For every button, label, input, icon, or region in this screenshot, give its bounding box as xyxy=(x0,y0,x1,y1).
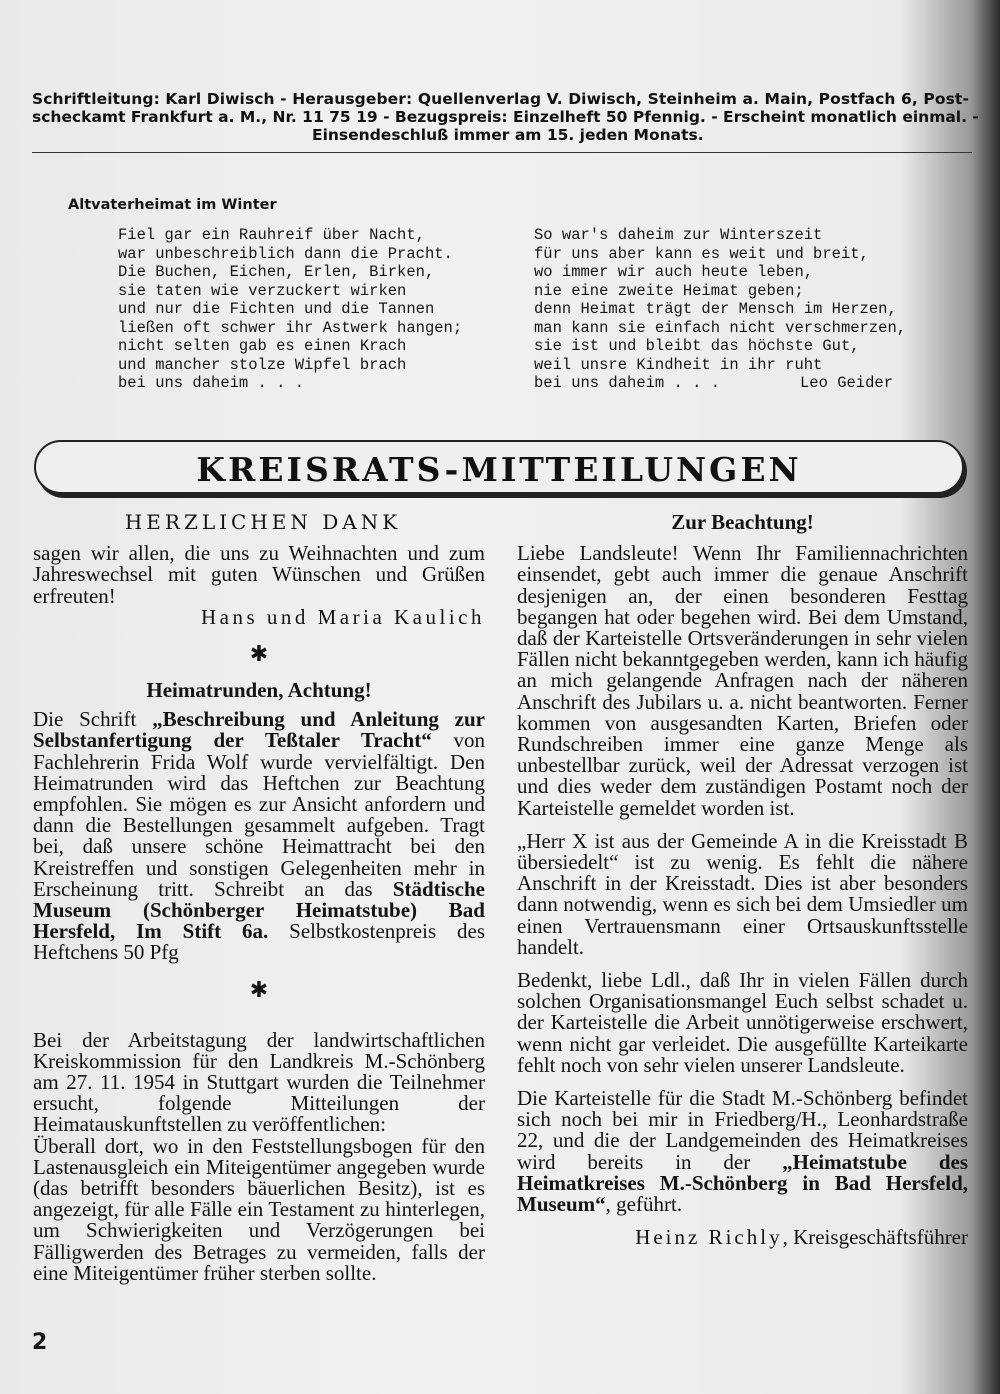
masthead-line-2: scheckamt Frankfurt a. M., Nr. 11 75 19 - Bezugspreis: Einzelheft 50 Pfennig. - Erscheint monatlich einmal. - xyxy=(32,108,979,126)
beachtung-paragraph-2: „Herr X ist aus der Gemeinde A in die Kreisstadt B übersiedelt“ ist zu wenig. Es fehlt die nähere Anschrift in der Kreisstadt. Dies ist aber besonders dann notwendig, wenn es sich bei dem Umsiedler um einen Vertrauensmann einer Ortsauskunftsstelle handelt. xyxy=(517,828,968,959)
poem-stanza-left: Fiel gar ein Rauhreif über Nacht, war unbeschreiblich dann die Pracht. Die Buchen, Eichen, Erlen, Birken, sie taten wie verzuckert wirken und nur die Fichten und die Tannen ließen oft schwer ihr Astwerk hangen; nicht selten gab es einen Krach und mancher stolze Wipfel brach bei uns daheim . . . xyxy=(118,226,463,392)
arbeitstagung-paragraph: Bei der Arbeitstagung der landwirtschaftlichen Kreiskommission für den Landkreis M.-Schönberg am 27. 11. 1954 in Stuttgart wurden die Teilnehmer ersucht, folgende Mitteilungen der Heimatauskunftstellen zu veröffentlichen: xyxy=(33,1027,485,1137)
banner-title: KREISRATS-MITTEILUNGEN xyxy=(196,450,802,489)
beachtung-paragraph-3: Bedenkt, liebe Ldl., daß Ihr in vielen Fällen durch solchen Organisationsmangel Euch selbst schadet u. der Karteistelle die Arbeit unnötigerweise erschwert, wenn nicht gar verleidet. Die ausgefüllte Karteikarte fehlt noch von sehr vielen unserer Landsleute. xyxy=(517,968,968,1077)
booklet-title: „Beschreibung und Anleitung zur Selbstanfertigung der Teßtaler Tracht“ xyxy=(33,707,485,753)
poem-author: Leo Geider xyxy=(800,374,894,392)
signature-name: Heinz Richly xyxy=(635,1225,783,1250)
beachtung-paragraph-4 xyxy=(517,1088,968,1215)
masthead-divider xyxy=(32,152,972,153)
thanks-heading: HERZLICHEN DANK xyxy=(124,510,402,534)
poem-title: Altvaterheimat im Winter xyxy=(68,197,277,213)
masthead-line-1: Schriftleitung: Karl Diwisch - Herausgeber: Quellenverlag V. Diwisch, Steinheim a. Main, Postfach 6, Post- xyxy=(32,90,969,108)
price-text: Selbstkostenpreis des Heftchens 50 Pfg xyxy=(33,919,485,965)
signature-role: , Kreisgeschäftsführer xyxy=(782,1225,968,1250)
left-column xyxy=(33,512,485,1284)
right-signature xyxy=(517,1227,968,1248)
thanks-text: sagen wir allen, die uns zu Weihnachten und zum Jahreswechsel mit guten Wünschen und Grüßen erfreuten! xyxy=(33,541,485,608)
masthead xyxy=(32,90,977,144)
heimatrunden-paragraph xyxy=(33,709,485,963)
heimatrunden-heading: Heimatrunden, Achtung! xyxy=(146,678,372,703)
beachtung-heading: Zur Beachtung! xyxy=(671,510,814,534)
poem-stanza-right: So war's daheim zur Winterszeit für uns aber kann es weit und breit, wo immer wir auch heute leben, nie eine zweite Heimat geben; denn Heimat trägt der Mensch im Herzen, man kann sie einfach nicht verschmerzen, sie ist und bleibt das höchste Gut, weil unsre Kindheit in ihr ruht bei uns daheim . . . xyxy=(534,226,907,392)
beachtung-paragraph-1: Liebe Landsleute! Wenn Ihr Familiennachrichten einsendet, gebt auch immer die genaue Anschrift desjenigen an, der einen besonderen Festtag begangen hat oder begehen wird. Bei dem Umstand, daß der Karteistelle Ortsveränderungen in sehr vielen Fällen nicht bekanntgegeben werden, kann ich häufig an mich gelangende Anfragen nach der näheren Anschrift des Jubilars u. a. nicht beantworten. Ferner kommen von ausgesandten Karten, Briefen oder Rundschreiben immer eine ganze Menge als unbestellbar zurück, weil der Adressat verzogen ist und dies weder dem zuständigen Postamt noch der Karteistelle gemeldet worden ist. xyxy=(517,541,968,820)
thanks-signature: Hans und Maria Kaulich xyxy=(200,604,485,629)
heimatrunden-text: von Fachlehrerin Frida Wolf wurde vervielfältigt. Den Heimatrunden wird das Heftchen zur Beachtung empfohlen. Sie mögen es zur Ansicht anfordern und dann die Bestellungen gesammelt aufgeben. Tragt bei, daß unsere schöne Heimattracht bei den Kreistreffen und sonstigen Gelegenheiten mehr in Erscheinung tritt. Schreibt an das xyxy=(33,728,486,901)
testament-paragraph: Überall dort, wo in den Feststellungsbogen für den Lastenausgleich ein Miteigentümer angegeben wurde (das betrifft besonders bäuerlichen Besitz), ist es angezeigt, für alle Fälle ein Testament zu hinterlegen, um Schwierigkeiten und Verzögerungen bei Fälligwerden des Betrages zu vermeiden, falls der eine Miteigentümer früher sterben sollte. xyxy=(33,1133,485,1285)
separator-star-icon-2: ✱ xyxy=(249,977,269,1003)
museum-address: Städtische Museum (Schönberger Heimatstube) Bad Hersfeld, Im Stift 6a. xyxy=(33,876,485,944)
section-banner xyxy=(34,440,964,494)
right-column xyxy=(517,512,968,1249)
masthead-line-3: Einsendeschluß immer am 15. jeden Monats. xyxy=(312,126,704,144)
page-number: 2 xyxy=(32,1330,48,1355)
separator-star-icon: ✱ xyxy=(249,642,269,668)
karteistelle-end: , geführt. xyxy=(605,1192,683,1217)
karteistelle-text: Die Karteistelle für die Stadt M.-Schönberg befindet sich noch bei mir in Friedberg/H., Leonhardstraße 22, und die der Landgemeinden des Heimatkreises wird bereits in der xyxy=(517,1086,968,1174)
heimatrunden-intro: Die Schrift xyxy=(33,707,137,732)
heimatstube-name: „Heimatstube des Heimatkreises M.-Schönberg in Bad Hersfeld, Museum“ xyxy=(517,1149,968,1217)
